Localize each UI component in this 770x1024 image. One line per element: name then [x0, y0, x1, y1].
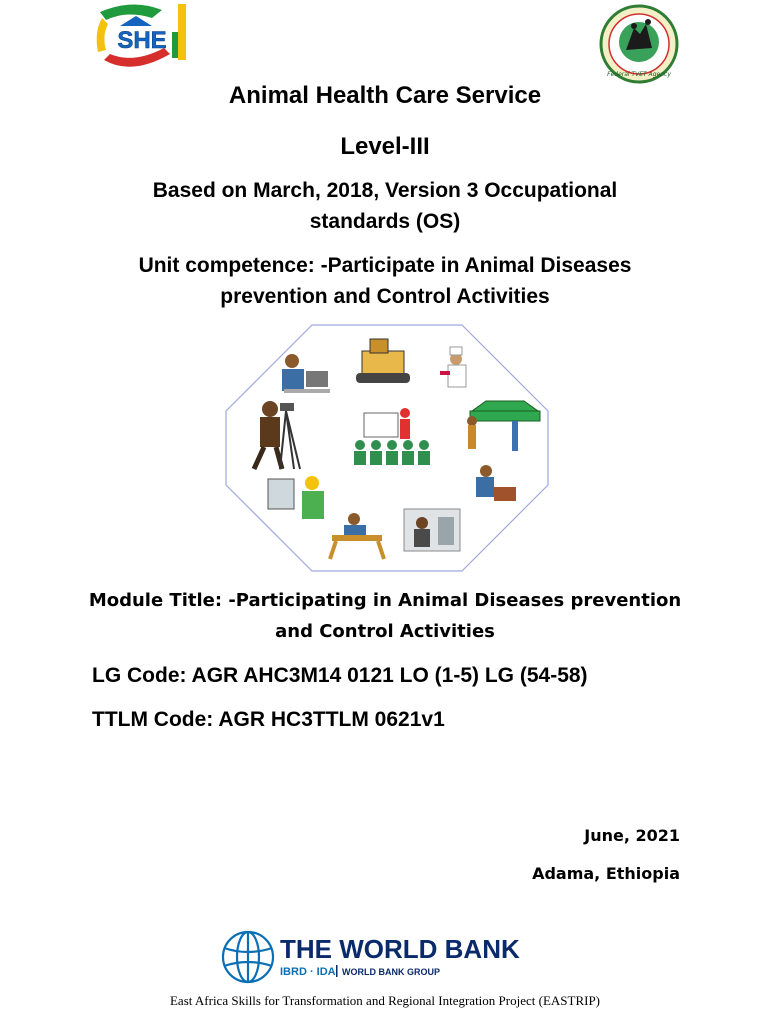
presenter-icon: [354, 408, 430, 465]
office-worker-icon: [282, 354, 330, 393]
carpenter-icon: [330, 513, 384, 559]
machinist-icon: [404, 509, 460, 551]
federal-tvet-seal: [598, 4, 680, 84]
she-logo: [92, 2, 192, 74]
bulldozer-icon: [356, 339, 410, 383]
svg-text:THE WORLD BANK: THE WORLD BANK: [280, 934, 520, 964]
unit-competence: Unit competence: -Participate in Animal Diseases prevention and Control Activities: [138, 254, 632, 308]
chef-icon: [440, 347, 466, 387]
svg-text:IBRD · IDA: IBRD · IDA: [280, 966, 336, 978]
world-bank-logo: [220, 928, 520, 986]
globe-icon: [223, 932, 273, 982]
car-lift-icon: [467, 401, 540, 451]
surveyor-icon: [254, 401, 300, 469]
lg-code: LG Code: AGR AHC3M14 0121 LO (1-5) LG (54-58): [92, 664, 588, 687]
svg-text:Federal TVET Agency: Federal TVET Agency: [607, 71, 671, 78]
ttlm-code: TTLM Code: AGR HC3TTLM 0621v1: [92, 708, 445, 731]
publication-date: June, 2021: [584, 826, 680, 845]
mechanic-icon: [476, 465, 516, 501]
svg-text:WORLD BANK GROUP: WORLD BANK GROUP: [342, 967, 440, 977]
trade-workers-illustration: [224, 323, 550, 573]
document-level: Level-III: [340, 133, 430, 160]
electrician-icon: [268, 476, 324, 519]
footer-project-name: East Africa Skills for Transformation and Regional Integration Project (EASTRIP): [169, 993, 600, 1008]
publication-place: Adama, Ethiopia: [532, 864, 680, 883]
module-title: Module Title: -Participating in Animal Diseases prevention and Control Activities: [88, 590, 682, 642]
standards-line: Based on March, 2018, Version 3 Occupational standards (OS): [152, 179, 618, 233]
svg-text:SHE: SHE: [117, 27, 167, 54]
document-title: Animal Health Care Service: [228, 82, 542, 109]
